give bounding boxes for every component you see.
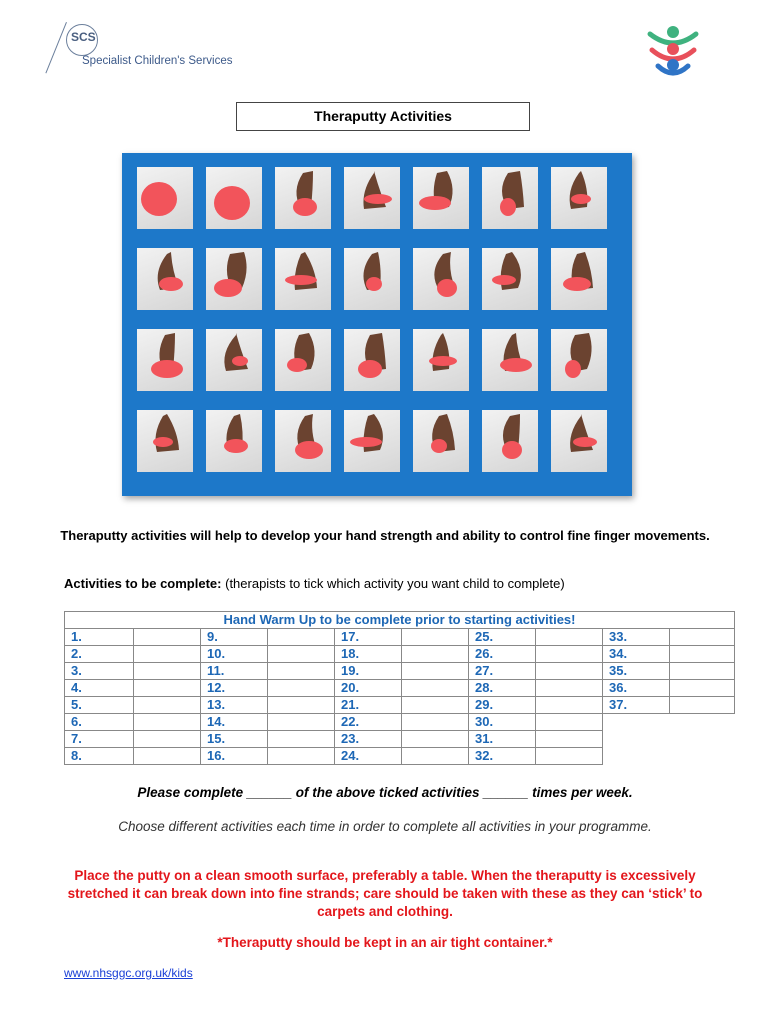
tick-box[interactable] xyxy=(536,629,603,646)
activity-number: 2. xyxy=(65,646,134,663)
activity-photo xyxy=(482,248,538,310)
activity-photo xyxy=(413,410,469,472)
activity-number: 33. xyxy=(603,629,670,646)
putty-shape-icon xyxy=(413,167,469,229)
tick-box[interactable] xyxy=(268,629,335,646)
scs-logo xyxy=(60,18,250,80)
putty-shape-icon xyxy=(275,410,331,472)
activity-number: 8. xyxy=(65,748,134,765)
activities-note: (therapists to tick which activity you want child to complete) xyxy=(225,576,565,591)
activity-photo xyxy=(551,410,607,472)
please-complete-text: Please complete ______ of the above ticked activities ______ times per week. xyxy=(137,785,633,800)
tick-box[interactable] xyxy=(268,731,335,748)
choose-text: Choose different activities each time in order to complete all activities in your programme. xyxy=(118,819,652,834)
activity-photo xyxy=(344,248,400,310)
activity-photo xyxy=(275,167,331,229)
storage-note: *Theraputty should be kept in an air tight container.* xyxy=(217,935,553,950)
table-row xyxy=(65,697,735,714)
tick-box[interactable] xyxy=(268,697,335,714)
activity-number: 20. xyxy=(335,680,402,697)
table-row xyxy=(65,663,735,680)
activity-number: 9. xyxy=(201,629,268,646)
tick-box[interactable] xyxy=(670,646,735,663)
tick-box[interactable] xyxy=(268,663,335,680)
tick-box[interactable] xyxy=(536,731,603,748)
putty-shape-icon xyxy=(137,329,193,391)
tick-box[interactable] xyxy=(268,714,335,731)
putty-shape-icon xyxy=(482,248,538,310)
activity-number: 25. xyxy=(469,629,536,646)
activity-photo xyxy=(413,329,469,391)
tick-box[interactable] xyxy=(402,731,469,748)
empty-area xyxy=(603,714,735,731)
table-row xyxy=(65,714,735,731)
tick-box[interactable] xyxy=(402,680,469,697)
putty-shape-icon xyxy=(137,167,193,229)
footer-link[interactable]: www.nhsggc.org.uk/kids xyxy=(64,966,193,980)
putty-shape-icon xyxy=(482,167,538,229)
putty-shape-icon xyxy=(344,410,400,472)
activity-photo xyxy=(206,167,262,229)
table-header: Hand Warm Up to be complete prior to starting activities! xyxy=(65,612,735,629)
tick-box[interactable] xyxy=(402,663,469,680)
table-row xyxy=(65,680,735,697)
activity-photo xyxy=(482,410,538,472)
putty-shape-icon xyxy=(344,248,400,310)
tick-box[interactable] xyxy=(536,663,603,680)
tick-box[interactable] xyxy=(268,680,335,697)
logo-abbrev: SCS xyxy=(71,30,96,44)
tick-box[interactable] xyxy=(402,714,469,731)
tick-box[interactable] xyxy=(536,646,603,663)
putty-shape-icon xyxy=(275,329,331,391)
activity-number: 34. xyxy=(603,646,670,663)
tick-box[interactable] xyxy=(402,646,469,663)
putty-shape-icon xyxy=(137,410,193,472)
activity-photo xyxy=(206,410,262,472)
tick-box[interactable] xyxy=(134,646,201,663)
activity-number: 21. xyxy=(335,697,402,714)
activity-number: 18. xyxy=(335,646,402,663)
activity-number: 7. xyxy=(65,731,134,748)
activity-number: 14. xyxy=(201,714,268,731)
putty-shape-icon xyxy=(206,248,262,310)
activity-number: 3. xyxy=(65,663,134,680)
putty-shape-icon xyxy=(275,248,331,310)
activities-instruction xyxy=(64,576,565,591)
activity-photo xyxy=(137,410,193,472)
tick-box[interactable] xyxy=(670,697,735,714)
activity-photo xyxy=(206,329,262,391)
putty-shape-icon xyxy=(482,329,538,391)
activity-photo xyxy=(137,329,193,391)
tick-box[interactable] xyxy=(670,629,735,646)
tick-box[interactable] xyxy=(134,663,201,680)
putty-shape-icon xyxy=(413,329,469,391)
activity-number: 4. xyxy=(65,680,134,697)
tick-box[interactable] xyxy=(536,748,603,765)
logo-name: Specialist Children's Services xyxy=(82,55,233,67)
tick-box[interactable] xyxy=(134,697,201,714)
activity-number: 19. xyxy=(335,663,402,680)
activity-number: 30. xyxy=(469,714,536,731)
activity-photo xyxy=(551,167,607,229)
activity-number: 31. xyxy=(469,731,536,748)
tick-box[interactable] xyxy=(134,629,201,646)
table-row xyxy=(65,748,735,765)
empty-area xyxy=(603,748,735,765)
activities-table xyxy=(64,611,735,765)
activity-number: 13. xyxy=(201,697,268,714)
activity-photo xyxy=(344,329,400,391)
activity-number: 6. xyxy=(65,714,134,731)
putty-shape-icon xyxy=(413,410,469,472)
activity-number: 17. xyxy=(335,629,402,646)
putty-shape-icon xyxy=(206,167,262,229)
activity-number: 12. xyxy=(201,680,268,697)
nhs-children-logo xyxy=(642,22,704,82)
activity-number: 11. xyxy=(201,663,268,680)
putty-shape-icon xyxy=(206,410,262,472)
table-row xyxy=(65,731,735,748)
activity-number: 10. xyxy=(201,646,268,663)
activity-photo xyxy=(344,167,400,229)
intro-text: Theraputty activities will help to develop your hand strength and ability to control fine finger movements. xyxy=(60,528,710,543)
activity-number: 27. xyxy=(469,663,536,680)
activity-number: 36. xyxy=(603,680,670,697)
tick-box[interactable] xyxy=(536,714,603,731)
tick-box[interactable] xyxy=(536,680,603,697)
activity-number: 15. xyxy=(201,731,268,748)
activity-photo-board xyxy=(122,153,632,496)
putty-shape-icon xyxy=(551,248,607,310)
table-row xyxy=(65,646,735,663)
activity-photo xyxy=(275,410,331,472)
putty-shape-icon xyxy=(344,167,400,229)
tick-box[interactable] xyxy=(402,697,469,714)
activity-number: 28. xyxy=(469,680,536,697)
activity-photo xyxy=(482,329,538,391)
tick-box[interactable] xyxy=(134,680,201,697)
tick-box[interactable] xyxy=(268,646,335,663)
activity-photo xyxy=(551,329,607,391)
putty-shape-icon xyxy=(413,248,469,310)
tick-box[interactable] xyxy=(402,629,469,646)
putty-shape-icon xyxy=(206,329,262,391)
activity-number: 32. xyxy=(469,748,536,765)
activity-number: 5. xyxy=(65,697,134,714)
activity-number: 37. xyxy=(603,697,670,714)
activity-photo xyxy=(137,248,193,310)
activity-number: 26. xyxy=(469,646,536,663)
table-row xyxy=(65,629,735,646)
activity-number: 29. xyxy=(469,697,536,714)
activity-photo xyxy=(551,248,607,310)
putty-shape-icon xyxy=(137,248,193,310)
activity-number: 1. xyxy=(65,629,134,646)
activity-number: 16. xyxy=(201,748,268,765)
putty-shape-icon xyxy=(344,329,400,391)
activity-number: 35. xyxy=(603,663,670,680)
tick-box[interactable] xyxy=(134,748,201,765)
activity-photo xyxy=(482,167,538,229)
page-title: Theraputty Activities xyxy=(236,102,530,131)
activity-photo xyxy=(413,248,469,310)
tick-box[interactable] xyxy=(134,714,201,731)
putty-shape-icon xyxy=(275,167,331,229)
empty-area xyxy=(603,731,735,748)
activity-photo xyxy=(206,248,262,310)
logo-slash xyxy=(45,22,67,73)
activity-number: 22. xyxy=(335,714,402,731)
activity-photo xyxy=(275,248,331,310)
tick-box[interactable] xyxy=(134,731,201,748)
activity-photo xyxy=(344,410,400,472)
activity-photo xyxy=(137,167,193,229)
activity-number: 24. xyxy=(335,748,402,765)
putty-shape-icon xyxy=(551,167,607,229)
tick-box[interactable] xyxy=(402,748,469,765)
tick-box[interactable] xyxy=(670,680,735,697)
putty-shape-icon xyxy=(551,410,607,472)
putty-shape-icon xyxy=(482,410,538,472)
putty-shape-icon xyxy=(551,329,607,391)
activity-number: 23. xyxy=(335,731,402,748)
tick-box[interactable] xyxy=(268,748,335,765)
warning-text: Place the putty on a clean smooth surface, preferably a table. When the theraputty is excessively stretched it can break down into fine strands; care should be taken with these as they can ‘stick’ to carpets and clothing. xyxy=(67,868,703,919)
activities-label: Activities to be complete: xyxy=(64,576,222,591)
activity-photo xyxy=(275,329,331,391)
tick-box[interactable] xyxy=(670,663,735,680)
tick-box[interactable] xyxy=(536,697,603,714)
activity-photo xyxy=(413,167,469,229)
